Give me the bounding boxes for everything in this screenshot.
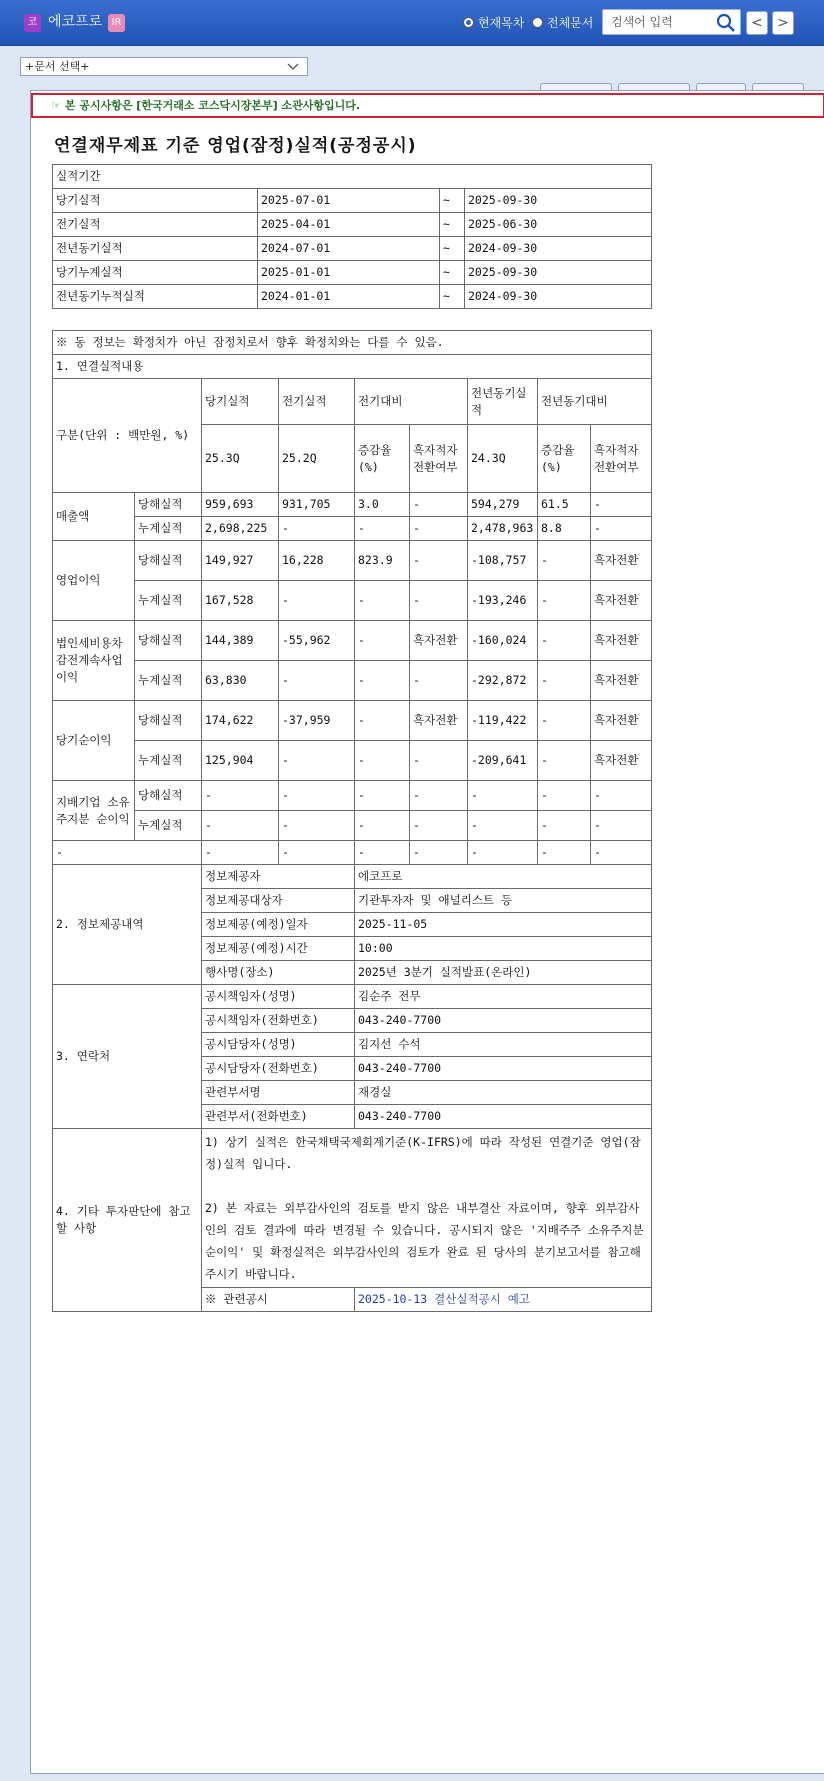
note-2: 2) 본 자료는 외부감사인의 검토를 받지 않은 내부결산 자료이며, 향후 외부감사인의 검토 결과에 따라 변경될 수 있습니다. 공시되지 않은 '지배주주 소유주지분 순이익' 및 확정실적은 외부감사인의 검토가 완료 된 당사의 분기보고서를 참고해 주시기 바랍니다. (205, 1201, 644, 1281)
table-cell: - (355, 781, 410, 811)
table-row (53, 661, 652, 701)
column-header: 24.3Q (468, 425, 538, 493)
table-cell: 959,693 (202, 493, 279, 517)
table-cell: - (410, 517, 468, 541)
field-value: 2025-11-05 (355, 913, 652, 937)
table-cell: 흑자전환 (591, 581, 652, 621)
section-title: 3. 연락처 (53, 985, 202, 1129)
table-cell: - (355, 741, 410, 781)
table-cell: 2,478,963 (468, 517, 538, 541)
period-from: 2025-01-01 (258, 261, 440, 285)
period-separator: ~ (440, 213, 465, 237)
table-cell: 144,389 (202, 621, 279, 661)
period-table (52, 164, 652, 309)
prev-result-button[interactable]: < (746, 11, 768, 35)
row-group-label: 매출액 (53, 493, 135, 541)
period-to: 2024-09-30 (465, 285, 652, 309)
table-cell: - (410, 811, 468, 841)
period-to: 2025-06-30 (465, 213, 652, 237)
table-cell: - (202, 781, 279, 811)
field-value: 에코프로 (355, 865, 652, 889)
field-label: 정보제공자 (202, 865, 355, 889)
table-cell: - (279, 581, 355, 621)
section-title: 4. 기타 투자판단에 참고할 사항 (53, 1129, 202, 1312)
field-value: 김순주 전무 (355, 985, 652, 1009)
table-cell: - (410, 493, 468, 517)
table-cell: - (279, 741, 355, 781)
ir-badge[interactable]: IR (108, 14, 125, 32)
next-result-button[interactable]: > (772, 11, 794, 35)
table-cell: -55,962 (279, 621, 355, 661)
company-badge[interactable]: 코 (24, 14, 41, 32)
column-header: 25.2Q (279, 425, 355, 493)
period-from: 2025-07-01 (258, 189, 440, 213)
table-cell: 흑자전환 (591, 661, 652, 701)
period-label: 전년동기누적실적 (53, 285, 258, 309)
table-row (53, 701, 652, 741)
chevron-down-icon (287, 60, 299, 72)
disclaimer: ※ 동 정보는 확정치가 아닌 잠정치로서 향후 확정치와는 다를 수 있음. (53, 331, 652, 355)
column-header: 전년동기대비 (538, 379, 652, 425)
table-cell: - (279, 661, 355, 701)
table-cell: - (591, 517, 652, 541)
table-cell: - (538, 841, 591, 865)
table-cell: - (410, 841, 468, 865)
radio-all-label: 전체문서 (547, 16, 594, 30)
table-row (53, 517, 652, 541)
row-group-label: 당기순이익 (53, 701, 135, 781)
table-cell: 174,622 (202, 701, 279, 741)
table-cell: - (410, 581, 468, 621)
table-cell: - (410, 741, 468, 781)
table-cell: 흑자전환 (591, 741, 652, 781)
related-disclosure-cell (355, 1288, 652, 1312)
period-from: 2025-04-01 (258, 213, 440, 237)
related-label: ※ 관련공시 (202, 1288, 355, 1312)
field-value: 10:00 (355, 937, 652, 961)
search-input[interactable] (603, 10, 713, 34)
row-group-label: 영업이익 (53, 541, 135, 621)
table-cell: - (355, 517, 410, 541)
period-to: 2025-09-30 (465, 261, 652, 285)
radio-current-label: 현재목차 (478, 16, 525, 30)
table-cell: - (468, 811, 538, 841)
table-cell: - (355, 701, 410, 741)
row-sub-label: 누계실적 (135, 661, 202, 701)
period-label: 전년동기실적 (53, 237, 258, 261)
other-notes (202, 1129, 652, 1288)
table-cell: 125,904 (202, 741, 279, 781)
related-disclosure-link[interactable]: 2025-10-13 결산실적공시 예고 (358, 1292, 530, 1306)
table-cell: - (279, 811, 355, 841)
table-cell: - (468, 841, 538, 865)
radio-all-documents[interactable] (532, 14, 593, 31)
row-sub-label: 당해실적 (135, 781, 202, 811)
column-header: 전년동기실적 (468, 379, 538, 425)
table-row (53, 493, 652, 517)
table-cell: - (468, 781, 538, 811)
table-cell: 3.0 (355, 493, 410, 517)
period-header: 실적기간 (53, 165, 652, 189)
table-cell: 8.8 (538, 517, 591, 541)
table-cell: 931,705 (279, 493, 355, 517)
table-cell: 흑자전환 (410, 621, 468, 661)
table-cell: - (410, 541, 468, 581)
table-cell: - (279, 781, 355, 811)
unit-header: 구분(단위 : 백만원, %) (53, 379, 202, 493)
table-cell: -37,959 (279, 701, 355, 741)
row-group-label: 지배기업 소유주지분 순이익 (53, 781, 135, 841)
field-value: 043-240-7700 (355, 1105, 652, 1129)
row-group-label: 법인세비용차감전계속사업이익 (53, 621, 135, 701)
period-separator: ~ (440, 237, 465, 261)
column-header: 전기대비 (355, 379, 468, 425)
field-value: 043-240-7700 (355, 1009, 652, 1033)
period-separator: ~ (440, 261, 465, 285)
column-header: 증감율(%) (355, 425, 410, 493)
company-name[interactable]: 에코프로 (48, 14, 103, 30)
table-cell: - (202, 811, 279, 841)
field-label: 정보제공대상자 (202, 889, 355, 913)
period-label: 당기누계실적 (53, 261, 258, 285)
field-label: 공시담당자(성명) (202, 1033, 355, 1057)
table-row (53, 261, 652, 285)
table-cell: - (410, 781, 468, 811)
table-cell: 2,698,225 (202, 517, 279, 541)
table-cell: - (355, 621, 410, 661)
column-header: 전기실적 (279, 379, 355, 425)
table-cell: - (591, 493, 652, 517)
table-cell: - (538, 811, 591, 841)
section-title: 2. 정보제공내역 (53, 865, 202, 985)
period-from: 2024-01-01 (258, 285, 440, 309)
document-select[interactable] (20, 57, 308, 76)
field-value: 기관투자자 및 애널리스트 등 (355, 889, 652, 913)
table-cell: - (538, 621, 591, 661)
row-sub-label: 당해실적 (135, 493, 202, 517)
table-cell: - (538, 701, 591, 741)
field-label: 공시책임자(성명) (202, 985, 355, 1009)
table-cell: - (355, 581, 410, 621)
table-row (53, 811, 652, 841)
field-label: 관련부서명 (202, 1081, 355, 1105)
row-sub-label: 당해실적 (135, 621, 202, 661)
radio-unchecked-icon[interactable] (532, 17, 543, 28)
row-sub-label: 누계실적 (135, 811, 202, 841)
table-cell: - (279, 517, 355, 541)
jurisdiction-notice (31, 93, 824, 118)
radio-checked-icon[interactable] (463, 17, 474, 28)
table-cell: - (591, 781, 652, 811)
row-sub-label: 누계실적 (135, 741, 202, 781)
table-cell: 149,927 (202, 541, 279, 581)
performance-table (52, 330, 652, 1312)
field-label: 정보제공(예정)일자 (202, 913, 355, 937)
radio-current-section[interactable] (463, 14, 524, 31)
field-value: 김지선 수석 (355, 1033, 652, 1057)
notice-text: 본 공시사항은 [한국거래소 코스닥시장본부] 소관사항입니다. (64, 99, 361, 112)
table-cell: - (538, 661, 591, 701)
search-box (602, 9, 741, 35)
table-row (53, 189, 652, 213)
pointing-hand-icon: ☞ (51, 99, 61, 112)
table-cell: - (538, 581, 591, 621)
table-cell: - (538, 781, 591, 811)
top-bar (0, 0, 824, 46)
table-row (53, 865, 652, 889)
table-cell: - (279, 841, 355, 865)
table-cell: 흑자전환 (591, 541, 652, 581)
table-cell: -292,872 (468, 661, 538, 701)
column-header: 25.3Q (202, 425, 279, 493)
table-row (53, 541, 652, 581)
table-cell: 흑자전환 (591, 621, 652, 661)
table-cell: - (410, 661, 468, 701)
table-cell: - (538, 741, 591, 781)
field-value: 043-240-7700 (355, 1057, 652, 1081)
period-from: 2024-07-01 (258, 237, 440, 261)
field-value: 재경실 (355, 1081, 652, 1105)
row-sub-label: 누계실적 (135, 517, 202, 541)
field-label: 관련부서(전화번호) (202, 1105, 355, 1129)
table-cell: 흑자전환 (591, 701, 652, 741)
table-cell: - (538, 541, 591, 581)
period-label: 당기실적 (53, 189, 258, 213)
table-row (53, 621, 652, 661)
field-label: 정보제공(예정)시간 (202, 937, 355, 961)
field-label: 공시담당자(전화번호) (202, 1057, 355, 1081)
table-cell: - (202, 841, 279, 865)
table-row (53, 581, 652, 621)
period-label: 전기실적 (53, 213, 258, 237)
document-title: 연결재무제표 기준 영업(잠정)실적(공정공시) (54, 136, 417, 156)
table-cell: - (355, 661, 410, 701)
table-cell: 594,279 (468, 493, 538, 517)
period-to: 2024-09-30 (465, 237, 652, 261)
table-row (53, 985, 652, 1009)
table-cell: - (355, 811, 410, 841)
table-cell: 61.5 (538, 493, 591, 517)
table-row (53, 213, 652, 237)
period-to: 2025-09-30 (465, 189, 652, 213)
table-cell: 823.9 (355, 541, 410, 581)
period-separator: ~ (440, 285, 465, 309)
table-row (53, 285, 652, 309)
table-cell: -119,422 (468, 701, 538, 741)
field-label: 행사명(장소) (202, 961, 355, 985)
table-cell: - (591, 811, 652, 841)
field-value: 2025년 3분기 실적발표(온라인) (355, 961, 652, 985)
table-row (53, 741, 652, 781)
row-sub-label: 당해실적 (135, 541, 202, 581)
table-cell: -193,246 (468, 581, 538, 621)
document-viewer (30, 90, 824, 1774)
column-header: 흑자적자전환여부 (410, 425, 468, 493)
column-header: 당기실적 (202, 379, 279, 425)
table-cell: -209,641 (468, 741, 538, 781)
table-row (53, 237, 652, 261)
table-cell: -160,024 (468, 621, 538, 661)
table-cell: - (53, 841, 202, 865)
table-cell: 167,528 (202, 581, 279, 621)
table-row (53, 841, 652, 865)
period-separator: ~ (440, 189, 465, 213)
table-row (53, 781, 652, 811)
search-icon[interactable] (716, 13, 736, 33)
column-header: 흑자적자전환여부 (591, 425, 652, 493)
row-sub-label: 누계실적 (135, 581, 202, 621)
column-header: 증감율(%) (538, 425, 591, 493)
table-cell: - (591, 841, 652, 865)
table-cell: 흑자전환 (410, 701, 468, 741)
section-title: 1. 연결실적내용 (53, 355, 652, 379)
table-cell: -108,757 (468, 541, 538, 581)
document-select-value: +문서 선택+ (25, 60, 90, 73)
row-sub-label: 당해실적 (135, 701, 202, 741)
field-label: 공시책임자(전화번호) (202, 1009, 355, 1033)
table-cell: - (355, 841, 410, 865)
table-cell: 63,830 (202, 661, 279, 701)
table-cell: 16,228 (279, 541, 355, 581)
note-1: 1) 상기 실적은 한국채택국제회계기준(K-IFRS)에 따라 작성된 연결기준 영업(잠정)실적 입니다. (205, 1135, 641, 1171)
